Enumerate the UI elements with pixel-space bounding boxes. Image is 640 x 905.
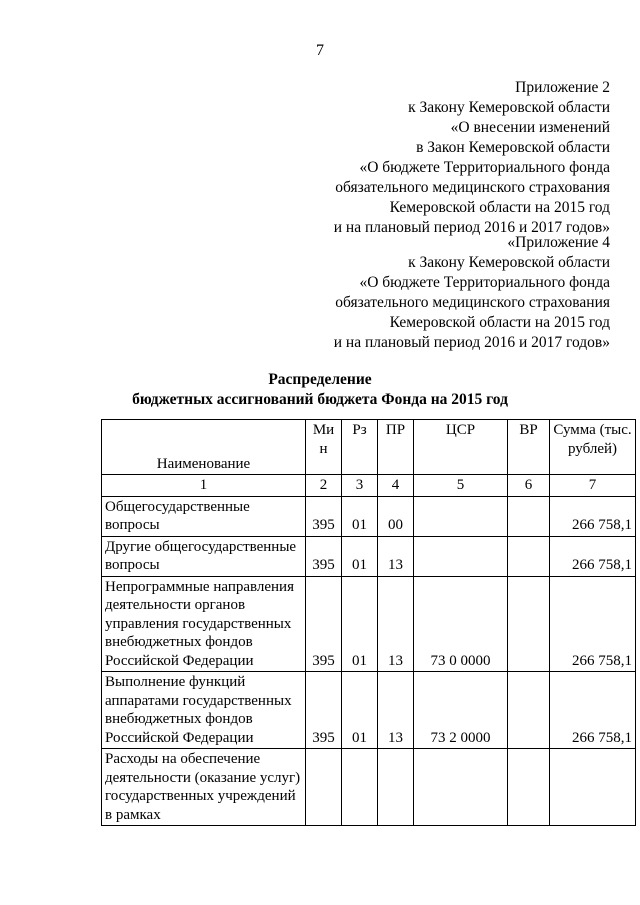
header-pr: ПР <box>378 420 414 475</box>
budget-table <box>101 419 636 826</box>
cell-min: 395 <box>306 576 342 672</box>
cell-name: Общегосударственные вопросы <box>102 496 306 536</box>
appendix-line: к Закону Кемеровской области <box>408 99 610 116</box>
header-min: Ми н <box>306 420 342 475</box>
cell-vr <box>508 536 550 576</box>
cell-vr <box>508 672 550 749</box>
cell-rz <box>342 749 378 826</box>
appendix-line: Приложение 2 <box>515 79 610 96</box>
appendix-line: «О бюджете Территориального фонда <box>359 159 610 176</box>
table-row <box>102 496 636 536</box>
cell-sum <box>550 749 636 826</box>
table-row <box>102 672 636 749</box>
cell-pr: 13 <box>378 536 414 576</box>
cell-csr: 73 0 0000 <box>414 576 508 672</box>
header-vr: ВР <box>508 420 550 475</box>
appendix-line: и на плановый период 2016 и 2017 годов» <box>333 219 610 236</box>
cell-pr <box>378 749 414 826</box>
document-title <box>0 370 640 410</box>
appendix-line: к Закону Кемеровской области <box>408 254 610 271</box>
appendix-4-heading <box>334 233 610 353</box>
appendix-line: в Закон Кемеровской области <box>416 139 610 156</box>
cell-sum: 266 758,1 <box>550 496 636 536</box>
appendix-line: и на плановый период 2016 и 2017 годов» <box>333 334 610 351</box>
col-number: 3 <box>342 475 378 497</box>
page-number: 7 <box>316 42 324 59</box>
cell-pr: 13 <box>378 576 414 672</box>
cell-rz: 01 <box>342 576 378 672</box>
col-number: 7 <box>550 475 636 497</box>
cell-vr <box>508 749 550 826</box>
table-row <box>102 536 636 576</box>
cell-csr: 73 2 0000 <box>414 672 508 749</box>
cell-rz: 01 <box>342 496 378 536</box>
cell-min: 395 <box>306 672 342 749</box>
cell-rz: 01 <box>342 672 378 749</box>
cell-min: 395 <box>306 496 342 536</box>
header-sum: Сумма (тыс. рублей) <box>550 420 636 475</box>
col-number: 2 <box>306 475 342 497</box>
appendix-line: «О бюджете Территориального фонда <box>359 274 610 291</box>
appendix-line: Кемеровской области на 2015 год <box>389 314 610 331</box>
table-header-row <box>102 420 636 475</box>
cell-min: 395 <box>306 536 342 576</box>
col-number: 4 <box>378 475 414 497</box>
appendix-line: «Приложение 4 <box>507 234 610 251</box>
cell-rz: 01 <box>342 536 378 576</box>
cell-pr: 13 <box>378 672 414 749</box>
col-number: 1 <box>102 475 306 497</box>
appendix-line: «О внесении изменений <box>450 119 610 136</box>
cell-name: Другие общегосударственные вопросы <box>102 536 306 576</box>
table-row <box>102 576 636 672</box>
table-row <box>102 749 636 826</box>
title-line-1: Распределение <box>268 371 372 388</box>
header-name: Наименование <box>102 420 306 475</box>
appendix-2-heading <box>334 78 610 238</box>
cell-vr <box>508 576 550 672</box>
appendix-line: Кемеровской области на 2015 год <box>389 199 610 216</box>
column-number-row <box>102 475 636 497</box>
cell-name: Выполнение функций аппаратами государственных внебюджетных фондов Российской Федерации <box>102 672 306 749</box>
col-number: 5 <box>414 475 508 497</box>
cell-csr <box>414 536 508 576</box>
header-rz: Рз <box>342 420 378 475</box>
cell-csr <box>414 496 508 536</box>
appendix-line: обязательного медицинского страхования <box>335 179 610 196</box>
col-number: 6 <box>508 475 550 497</box>
cell-name: Непрограммные направления деятельности органов управления государственных внебюджетных фондов Российской Федерации <box>102 576 306 672</box>
title-line-2: бюджетных ассигнований бюджета Фонда на 2015 год <box>132 391 508 408</box>
cell-name: Расходы на обеспечение деятельности (оказание услуг) государственных учреждений в рамках <box>102 749 306 826</box>
header-csr: ЦСР <box>414 420 508 475</box>
cell-csr <box>414 749 508 826</box>
cell-sum: 266 758,1 <box>550 576 636 672</box>
cell-vr <box>508 496 550 536</box>
cell-pr: 00 <box>378 496 414 536</box>
appendix-line: обязательного медицинского страхования <box>335 294 610 311</box>
cell-sum: 266 758,1 <box>550 672 636 749</box>
cell-sum: 266 758,1 <box>550 536 636 576</box>
cell-min <box>306 749 342 826</box>
